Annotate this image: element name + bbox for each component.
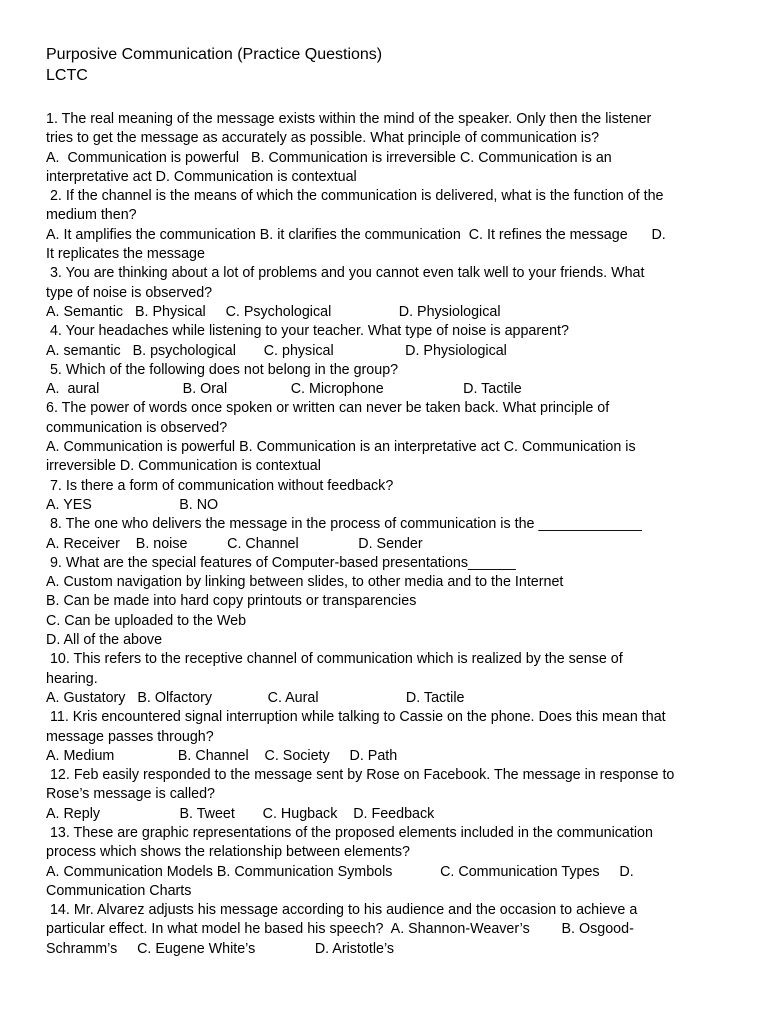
text-line: A. It amplifies the communication B. it clarifies the communication C. It refines the message D.	[46, 226, 666, 243]
text-line: medium then?	[46, 207, 137, 224]
text-line: A. Semantic B. Physical C. Psychological D. Physiological	[46, 303, 501, 320]
text-line: A. YES B. NO	[46, 496, 219, 513]
text-line: 3. You are thinking about a lot of problems and you cannot even talk well to your friends. What	[46, 265, 645, 282]
text-line: D. All of the above	[46, 632, 163, 649]
text-line: Rose’s message is called?	[46, 786, 216, 803]
text-line: B. Can be made into hard copy printouts or transparencies	[46, 593, 417, 610]
text-line: A. aural B. Oral C. Microphone D. Tactile	[46, 381, 522, 398]
text-line: 1. The real meaning of the message exists within the mind of the speaker. Only then the listener	[46, 111, 652, 127]
text-line: 2. If the channel is the means of which the communication is delivered, what is the function of the	[46, 188, 664, 205]
text-line: 11. Kris encountered signal interruption while talking to Cassie on the phone. Does this mean that	[46, 709, 666, 726]
text-line: A. Communication is powerful B. Communication is irreversible C. Communication is an	[46, 149, 612, 166]
text-line: hearing.	[46, 670, 98, 687]
text-line: It replicates the message	[46, 246, 205, 263]
text-line: type of noise is observed?	[46, 284, 213, 301]
text-line: A. Gustatory B. Olfactory C. Aural D. Tactile	[46, 689, 465, 706]
text-line: 6. The power of words once spoken or written can never be taken back. What principle of	[46, 400, 610, 417]
text-line: C. Can be uploaded to the Web	[46, 612, 247, 629]
text-line: 13. These are graphic representations of the proposed elements included in the communication	[46, 824, 653, 841]
text-line: A. Communication Models B. Communication Symbols C. Communication Types D.	[46, 863, 634, 880]
text-line: interpretative act D. Communication is contextual	[46, 168, 357, 185]
text-line: 7. Is there a form of communication without feedback?	[46, 477, 394, 494]
text-line: 10. This refers to the receptive channel of communication which is realized by the sense of	[46, 651, 623, 668]
text-line: A. Reply B. Tweet C. Hugback D. Feedback	[46, 805, 435, 822]
text-line: 14. Mr. Alvarez adjusts his message according to his audience and the occasion to achieve a	[46, 902, 638, 919]
spacer	[46, 86, 738, 110]
document-subtitle: LCTC	[46, 67, 88, 84]
text-line: process which shows the relationship between elements?	[46, 844, 410, 861]
text-line: message passes through?	[46, 728, 214, 745]
text-line: 12. Feb easily responded to the message sent by Rose on Facebook. The message in response to	[46, 767, 675, 784]
text-line: A. Custom navigation by linking between slides, to other media and to the Internet	[46, 574, 564, 591]
text-line: 5. Which of the following does not belong in the group?	[46, 361, 399, 378]
text-line: particular effect. In what model he based his speech? A. Shannon-Weaver’s B. Osgood-	[46, 921, 634, 938]
text-line: A. Communication is powerful B. Communication is an interpretative act C. Communication is	[46, 439, 636, 456]
text-line: 8. The one who delivers the message in the process of communication is the _____________	[46, 516, 642, 533]
text-line: communication is observed?	[46, 419, 228, 436]
text-line: 9. What are the special features of Computer-based presentations______	[46, 554, 516, 571]
text-line: Communication Charts	[46, 882, 192, 899]
document-title: Purposive Communication (Practice Questions)	[46, 46, 383, 63]
text-line: irreversible D. Communication is contextual	[46, 458, 321, 475]
questions-body	[46, 110, 738, 959]
text-line: 4. Your headaches while listening to your teacher. What type of noise is apparent?	[46, 323, 569, 340]
text-line: A. Medium B. Channel C. Society D. Path	[46, 747, 398, 764]
text-line: tries to get the message as accurately as possible. What principle of communication is?	[46, 130, 600, 147]
text-line: Schramm’s C. Eugene White’s D. Aristotle’s	[46, 940, 395, 957]
text-line: A. Receiver B. noise C. Channel D. Sender	[46, 535, 423, 552]
text-line: A. semantic B. psychological C. physical D. Physiological	[46, 342, 507, 359]
